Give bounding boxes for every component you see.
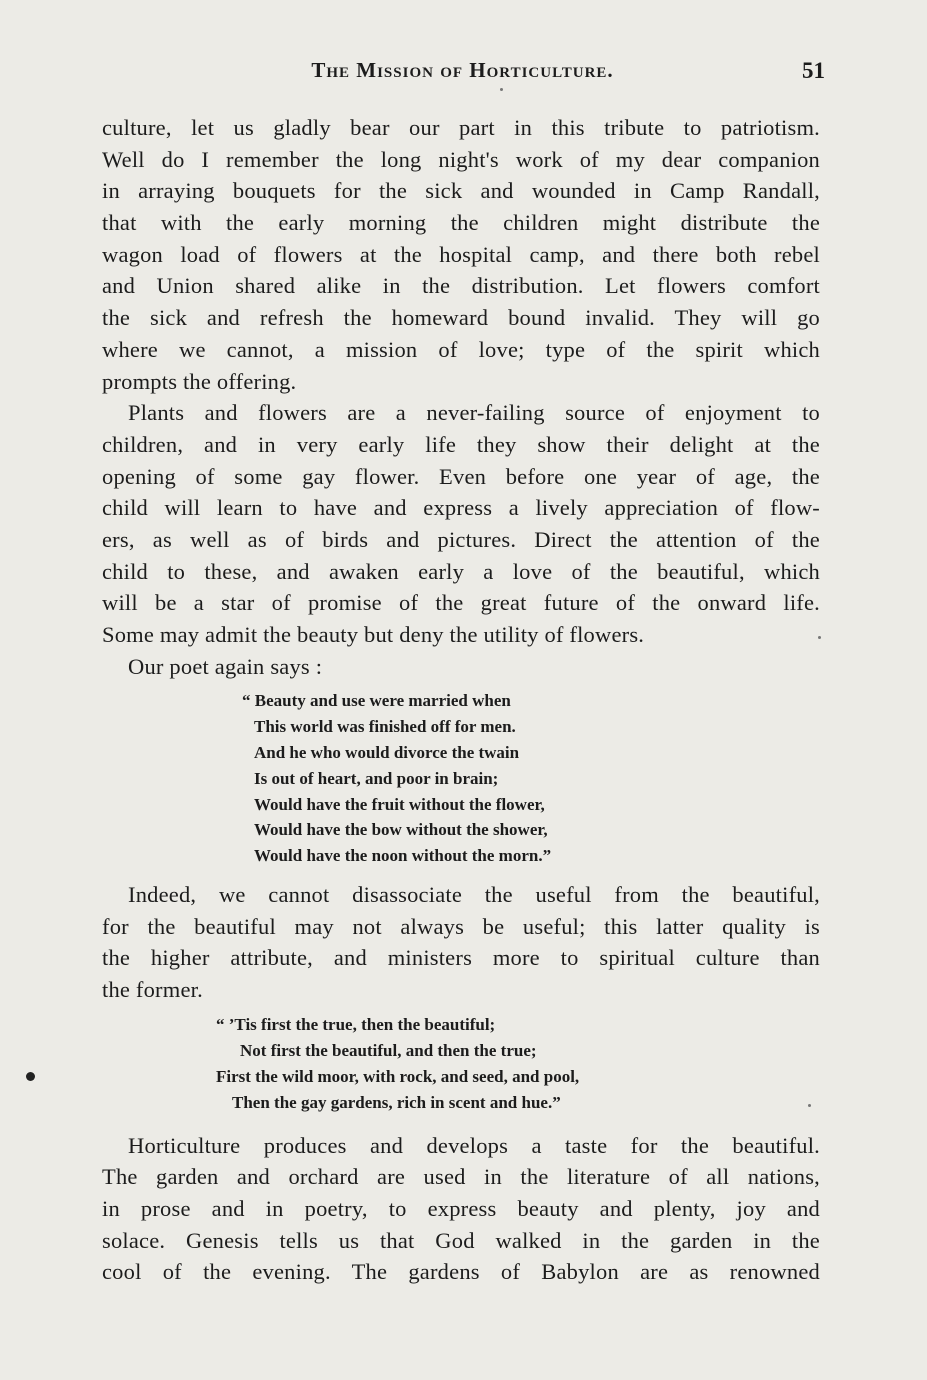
verse-line: “ Beauty and use were married when xyxy=(242,691,511,711)
text-line: Indeed, we cannot disassociate the useful from the beautiful, xyxy=(128,881,820,907)
running-head xyxy=(100,58,825,88)
body-text xyxy=(102,112,820,1288)
text-line: the sick and refresh the homeward bound invalid. They will go xyxy=(102,305,820,331)
verse-line: Would have the bow without the shower, xyxy=(254,820,548,840)
text-line: and Union shared alike in the distribution. Let flowers comfort xyxy=(102,273,820,299)
text-line: Plants and flowers are a never-failing source of enjoyment to xyxy=(128,400,820,426)
page-number: 51 xyxy=(802,58,825,83)
text-line: solace. Genesis tells us that God walked in the garden in the xyxy=(102,1227,820,1253)
text-line: cool of the evening. The gardens of Babylon are as renowned xyxy=(102,1259,820,1285)
text-line: Horticulture produces and develops a taste for the beautiful. xyxy=(128,1132,820,1158)
paragraph xyxy=(102,879,820,1006)
text-line: will be a star of promise of the great future of the onward life. xyxy=(102,590,820,616)
verse-line: Then the gay gardens, rich in scent and hue.” xyxy=(232,1092,561,1112)
text-line: the former. xyxy=(102,977,203,1003)
paper-speck xyxy=(818,636,821,639)
paragraph xyxy=(102,1130,820,1288)
text-line: Some may admit the beauty but deny the utility of flowers. xyxy=(102,622,645,647)
verse-line: “ ’Tis first the true, then the beautiful; xyxy=(216,1014,496,1034)
verse-line: Would have the fruit without the flower, xyxy=(254,794,545,814)
poem-quote xyxy=(242,688,820,869)
verse-line: First the wild moor, with rock, and seed, and pool, xyxy=(216,1066,580,1086)
text-line: in prose and in poetry, to express beauty and plenty, joy and xyxy=(102,1196,820,1222)
text-line: children, and in very early life they show their delight at the xyxy=(102,431,820,457)
text-line: The garden and orchard are used in the literature of all nations, xyxy=(102,1164,820,1190)
paper-speck xyxy=(808,1104,811,1107)
text-line: that with the early morning the children might distribute the xyxy=(102,210,820,236)
paper-speck xyxy=(500,88,503,91)
text-line: child to these, and awaken early a love of the beautiful, which xyxy=(102,558,820,584)
paragraph xyxy=(102,112,820,397)
poem-quote xyxy=(216,1012,820,1116)
text-line: child will learn to have and express a lively appreciation of flow- xyxy=(102,495,820,521)
verse-line: Is out of heart, and poor in brain; xyxy=(254,768,499,788)
verse-line: And he who would divorce the twain xyxy=(254,742,520,762)
text-line: wagon load of flowers at the hospital camp, and there both rebel xyxy=(102,241,820,267)
paragraph xyxy=(102,397,820,651)
text-line: in arraying bouquets for the sick and wounded in Camp Randall, xyxy=(102,178,820,204)
text-line: ers, as well as of birds and pictures. Direct the attention of the xyxy=(102,526,820,552)
verse-line: This world was finished off for men. xyxy=(254,717,516,737)
running-title: The Mission of Horticulture. xyxy=(311,58,614,82)
verse-line: Not first the beautiful, and then the true; xyxy=(240,1040,537,1060)
text-line: Our poet again says : xyxy=(128,653,323,679)
margin-dot xyxy=(26,1072,35,1081)
text-line: the higher attribute, and ministers more to spiritual culture than xyxy=(102,945,820,971)
text-line: where we cannot, a mission of love; type of the spirit which xyxy=(102,336,820,362)
verse-line: Would have the noon without the morn.” xyxy=(254,846,552,866)
text-line: culture, let us gladly bear our part in this tribute to patriotism. xyxy=(102,115,820,140)
text-line: opening of some gay flower. Even before one year of age, the xyxy=(102,463,820,489)
text-line: prompts the offering. xyxy=(102,368,297,394)
text-line: for the beautiful may not always be useful; this latter quality is xyxy=(102,913,820,939)
paragraph xyxy=(102,651,820,683)
text-line: Well do I remember the long night's work of my dear companion xyxy=(102,146,820,172)
